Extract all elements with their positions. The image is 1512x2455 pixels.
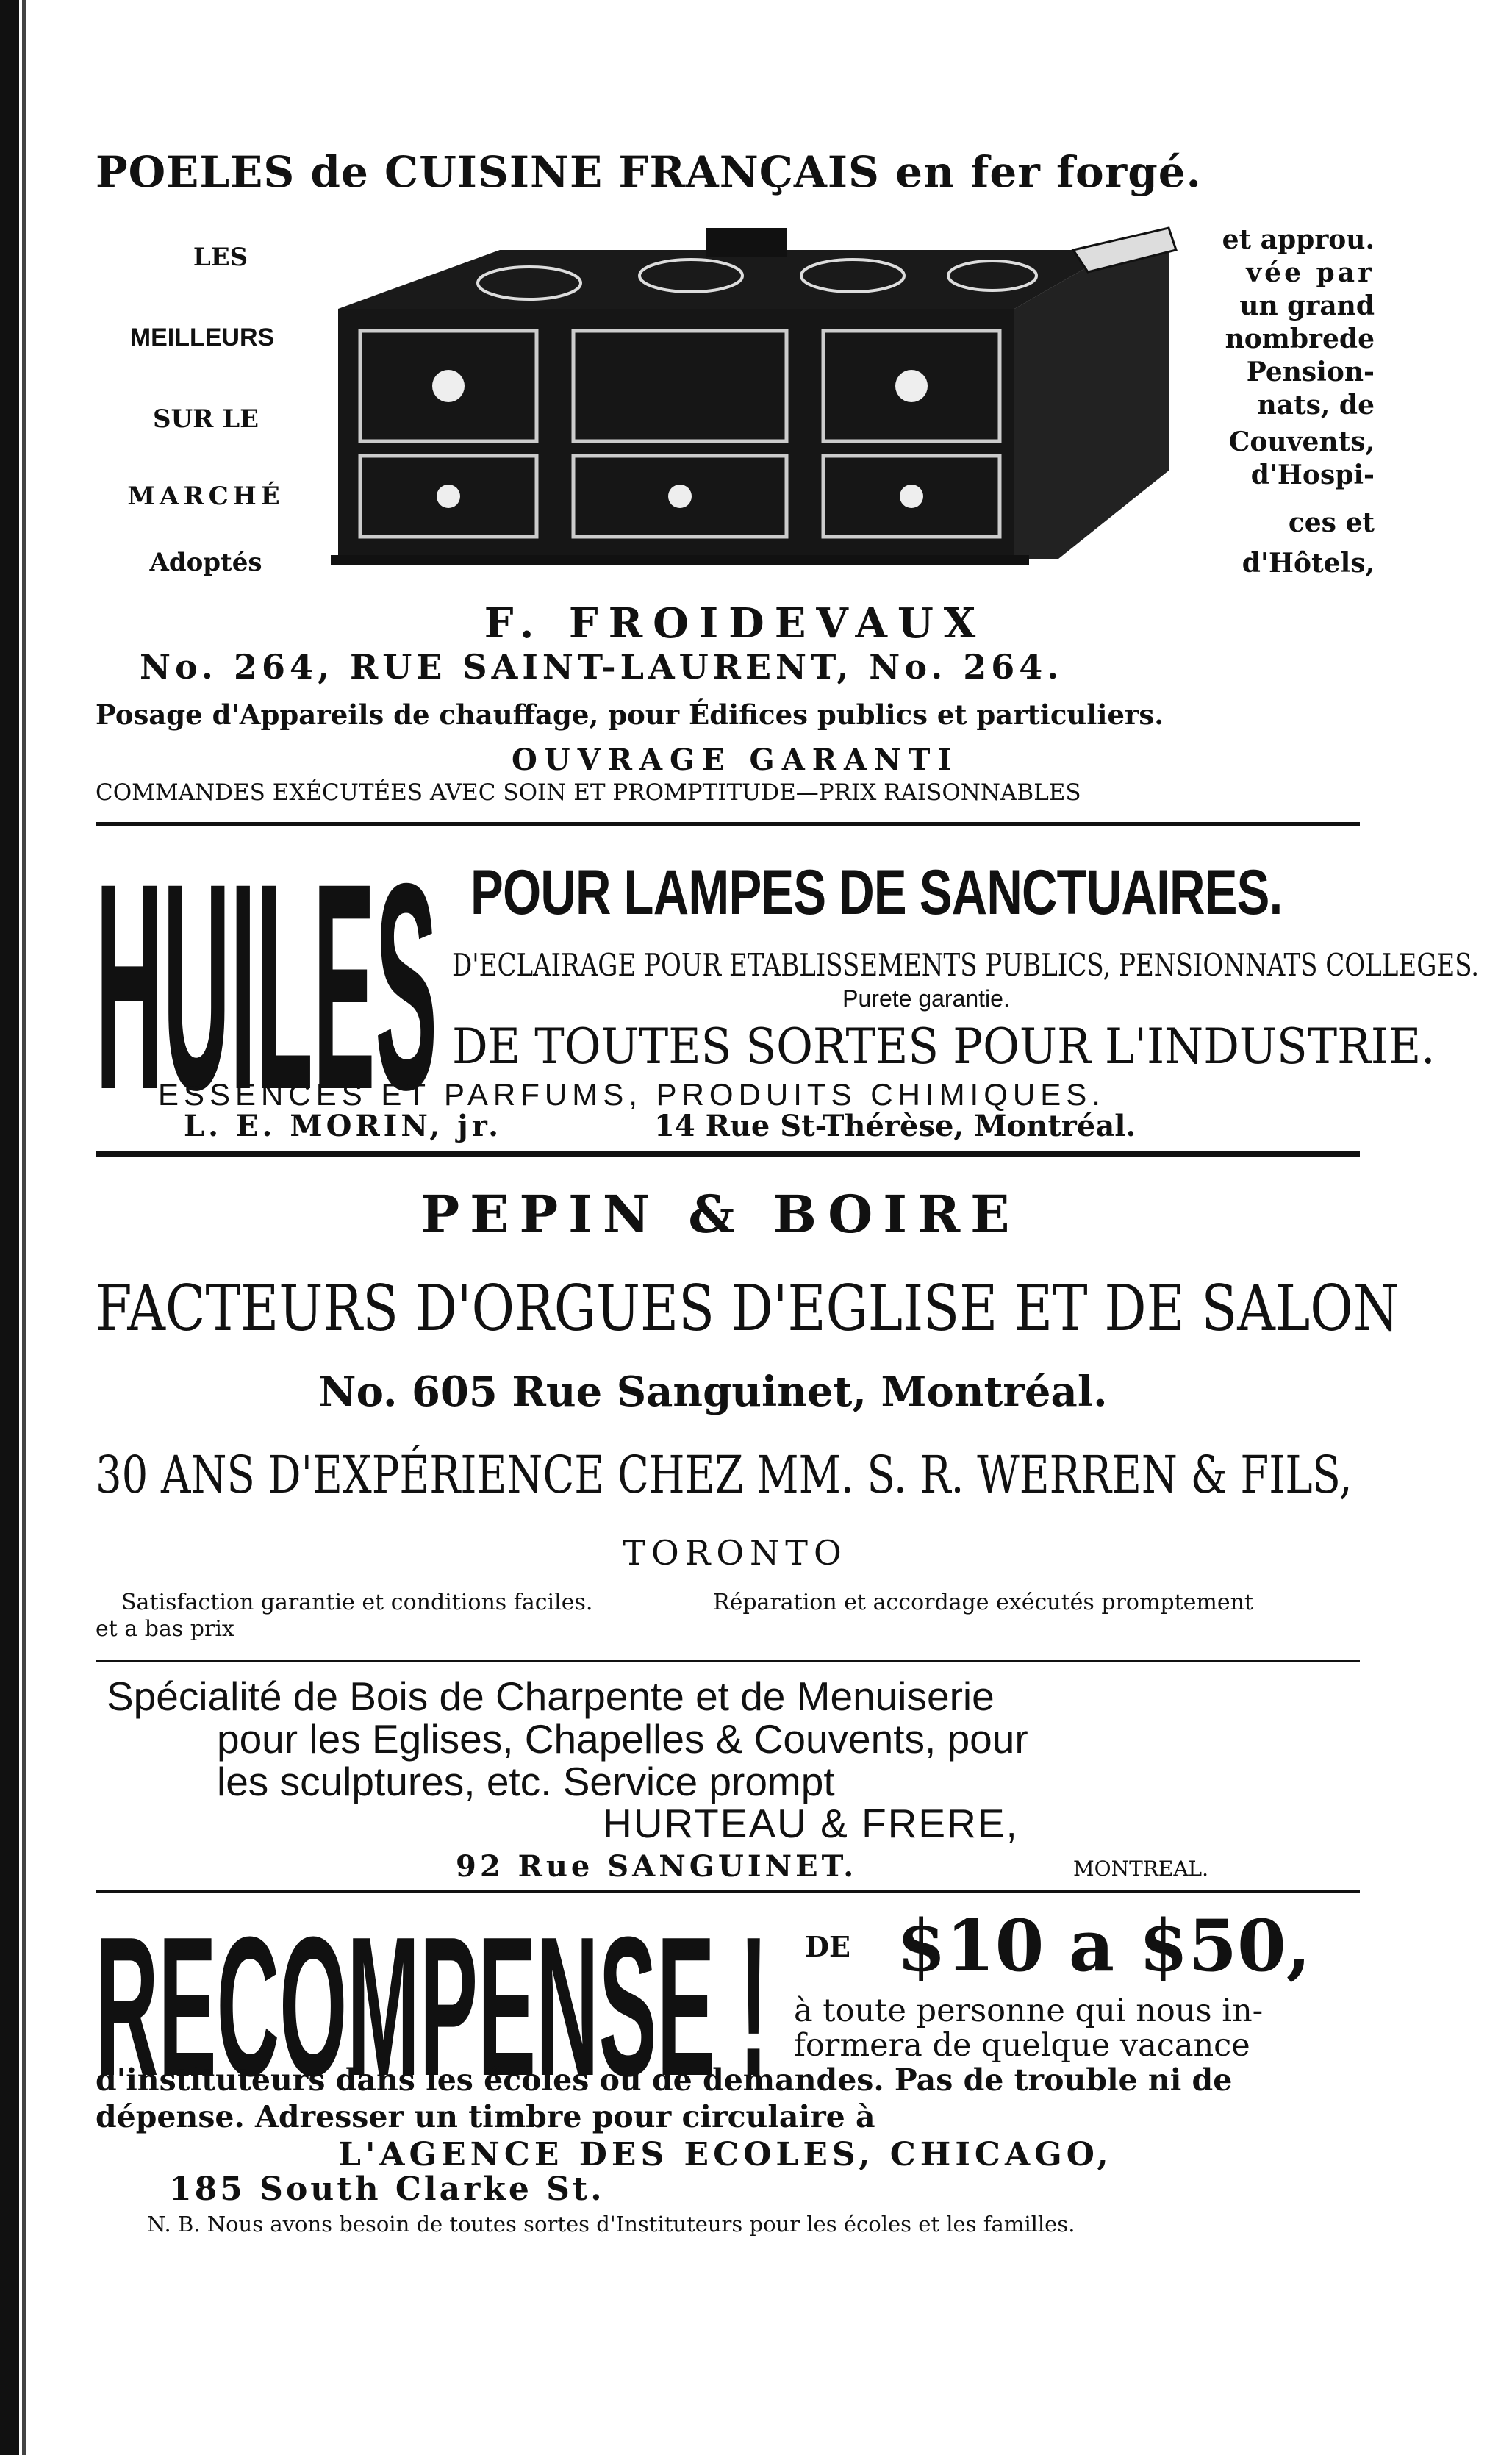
stove-illustration (309, 221, 1183, 566)
svg-text:HUILES: HUILES (96, 853, 437, 1096)
stove-merchant-address: No. 264, RUE SAINT-LAURENT, No. 264. (140, 647, 1064, 687)
svg-text:RECOMPENSE !: RECOMPENSE ! (96, 1912, 768, 2081)
recompense-text-2: formera de quelque vacance (794, 2027, 1250, 2064)
recompense-text-1: à toute personne qui nous in- (794, 1993, 1264, 2029)
wood-ad-line-3: les sculptures, etc. Service prompt (217, 1759, 835, 1804)
organ-ad-note-left: Satisfaction garantie et conditions faciles. (121, 1590, 593, 1615)
wood-ad-line-1: Spécialité de Bois de Charpente et de Menuiserie (107, 1673, 995, 1719)
stove-left-line-4: MARCHÉ (127, 482, 284, 511)
huiles-big-word (96, 853, 441, 1096)
stove-right-line-8: d'Hospi- (1250, 460, 1375, 490)
huiles-line-3: Purete garantie. (842, 985, 1010, 1012)
recompense-big-word (96, 1912, 772, 2081)
organ-ad-city: TORONTO (623, 1533, 848, 1573)
wood-ad-name: HURTEAU & FRERE, (603, 1801, 1019, 1846)
recompense-text-3: d'instituteurs dans les écoles ou de demandes. Pas de trouble ni de (96, 2062, 1233, 2098)
organ-ad-title: PEPIN & BOIRE (420, 1184, 1020, 1245)
recompense-amount: $10 a $50, (897, 1904, 1311, 1987)
organ-ad-experience: 30 ANS D'EXPÉRIENCE CHEZ MM. S. R. WERREN & FILS, (96, 1445, 1352, 1505)
stove-right-line-1: et approu. (1222, 224, 1375, 255)
wood-ad-city: MONTREAL. (1073, 1857, 1209, 1881)
stove-left-line-3: SUR LE (152, 404, 259, 434)
stove-right-line-2: vée par (1246, 257, 1375, 288)
recompense-text-4: dépense. Adresser un timbre pour circulaire à (96, 2099, 875, 2134)
stove-ad-title: POELES de CUISINE FRANÇAIS en fer forgé. (96, 147, 1202, 197)
organ-ad-note-end: et a bas prix (96, 1616, 234, 1642)
divider-1 (96, 822, 1360, 826)
stove-left-line-5: Adoptés (149, 548, 262, 577)
huiles-merchant-name: L. E. MORIN, jr. (184, 1109, 503, 1143)
stove-right-line-5: Pension- (1246, 357, 1375, 387)
huiles-line-1: POUR LAMPES DE SANCTUAIRES. (470, 857, 1283, 928)
huiles-merchant-address: 14 Rue St-Thérèse, Montréal. (654, 1109, 1136, 1143)
organ-ad-note-right: Réparation et accordage exécutés promptement (713, 1590, 1253, 1615)
stove-guarantee: OUVRAGE GARANTI (511, 743, 959, 777)
stove-right-line-7: Couvents, (1228, 426, 1375, 457)
recompense-street: 185 South Clarke St. (169, 2170, 605, 2208)
divider-4 (96, 1890, 1360, 1893)
divider-3 (96, 1660, 1360, 1662)
stove-orders: COMMANDES EXÉCUTÉES AVEC SOIN ET PROMPTITUDE—PRIX RAISONNABLES (96, 779, 1081, 806)
organ-ad-subtitle: FACTEURS D'ORGUES D'EGLISE ET DE SALON (96, 1272, 1400, 1346)
recompense-agency: L'AGENCE DES ECOLES, CHICAGO, (338, 2136, 1113, 2173)
stove-left-line-2: MEILLEURS (129, 324, 275, 351)
organ-ad-address: No. 605 Rue Sanguinet, Montréal. (318, 1368, 1108, 1416)
huiles-line-5: ESSENCES ET PARFUMS, PRODUITS CHIMIQUES. (158, 1077, 1106, 1112)
stove-right-line-4: nombrede (1225, 324, 1375, 354)
wood-ad-address: 92 Rue SANGUINET. (456, 1849, 858, 1884)
stove-right-line-3: un grand (1239, 290, 1375, 321)
stove-services: Posage d'Appareils de chauffage, pour Édifices publics et particuliers. (96, 698, 1164, 731)
recompense-amount-prefix: DE (805, 1930, 850, 1963)
page-binding-shadow (22, 0, 26, 2455)
stove-right-line-6: nats, de (1257, 390, 1375, 421)
stove-merchant-name: F. FROIDEVAUX (484, 599, 986, 648)
page-binding-edge (0, 0, 19, 2455)
huiles-line-4: DE TOUTES SORTES POUR L'INDUSTRIE. (452, 1018, 1436, 1075)
stove-right-line-10: d'Hôtels, (1242, 548, 1375, 579)
huiles-line-2: D'ECLAIRAGE POUR ETABLISSEMENTS PUBLICS, PENSIONNATS COLLEGES. (452, 947, 1480, 983)
recompense-nb: N. B. Nous avons besoin de toutes sortes d'Instituteurs pour les écoles et les familles. (147, 2212, 1075, 2237)
stove-right-line-9: ces et (1288, 507, 1375, 538)
divider-2 (96, 1151, 1360, 1157)
wood-ad-line-2: pour les Eglises, Chapelles & Couvents, pour (217, 1716, 1028, 1762)
stove-left-line-1: LES (193, 243, 248, 272)
